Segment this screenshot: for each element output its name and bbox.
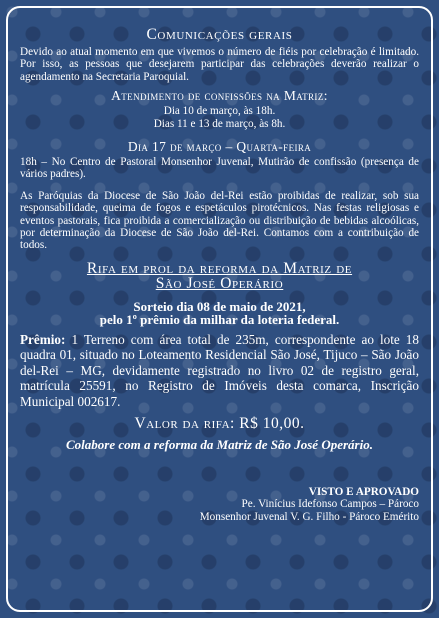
premio-text: 1 Terreno com área total de 235m, correspondente ao lote 18 quadra 01, situado no Loteamento Residencial São José, Tijuco – São João del-Rei – MG, devidamente registrado no livro 02 de registro geral, matrícula 25591, no Registro de Imóveis desta comarca, Inscrição Municipal 002617. (20, 331, 419, 409)
dia17-text: 18h – No Centro de Pastoral Monsenhor Juvenal, Mutirão de confissão (presença de vários padres). (20, 156, 419, 181)
comunicacoes-text: Devido ao atual momento em que vivemos o número de fiéis por celebração é limitado. Por isso, as pessoas que desejarem participar das celebrações deverão realizar o agendamento na Secretaria Paroquial. (20, 46, 419, 83)
colabore-text: Colabore com a reforma da Matriz de São José Operário. (66, 437, 373, 453)
signature-line-2: Monsenhor Juvenal V. G. Filho - Pároco Emérito (199, 510, 419, 523)
confissoes-line-2: Dias 11 e 13 de março, às 8h. (153, 117, 286, 130)
premio-paragraph (20, 332, 419, 409)
confissoes-title: Atendimento de confissões na Matriz: (111, 88, 328, 104)
rifa-title-line-1: Rifa em prol da reforma da Matriz de (86, 259, 353, 277)
aviso-text: As Paróquias da Diocese de São João del-Rei estão proibidas de realizar, sob sua responsabilidade, queima de fogos e espetáculos pirotécnicos. Nas festas religiosas e eventos pastorais, fica proibida a comercialização ou distribuição de bebidas alcoólicas, por determinação da Diocese de São João del-Rei. Contamos com a contribuição de todos. (20, 189, 419, 252)
sorteio-line-2: pelo 1º prêmio da milhar da loteria federal. (99, 312, 340, 328)
sorteio-line-1: Sorteio dia 08 de maio de 2021, (133, 298, 306, 314)
dia17-title: Dia 17 de março – Quarta-feira (127, 139, 312, 155)
premio-label: Prêmio: (20, 331, 66, 347)
bulletin-content (20, 26, 419, 523)
confissoes-line-1: Dia 10 de março, às 18h. (163, 105, 276, 118)
visto-aprovado: VISTO E APROVADO (308, 485, 419, 498)
rifa-title-line-2: São José Operário (155, 274, 284, 292)
valor-rifa: Valor da rifa: R$ 10,00. (134, 414, 305, 432)
comunicacoes-title: Comunicações gerais (146, 26, 293, 43)
signature-line-1: Pe. Vinícius Idefonso Campos – Pároco (241, 498, 419, 511)
